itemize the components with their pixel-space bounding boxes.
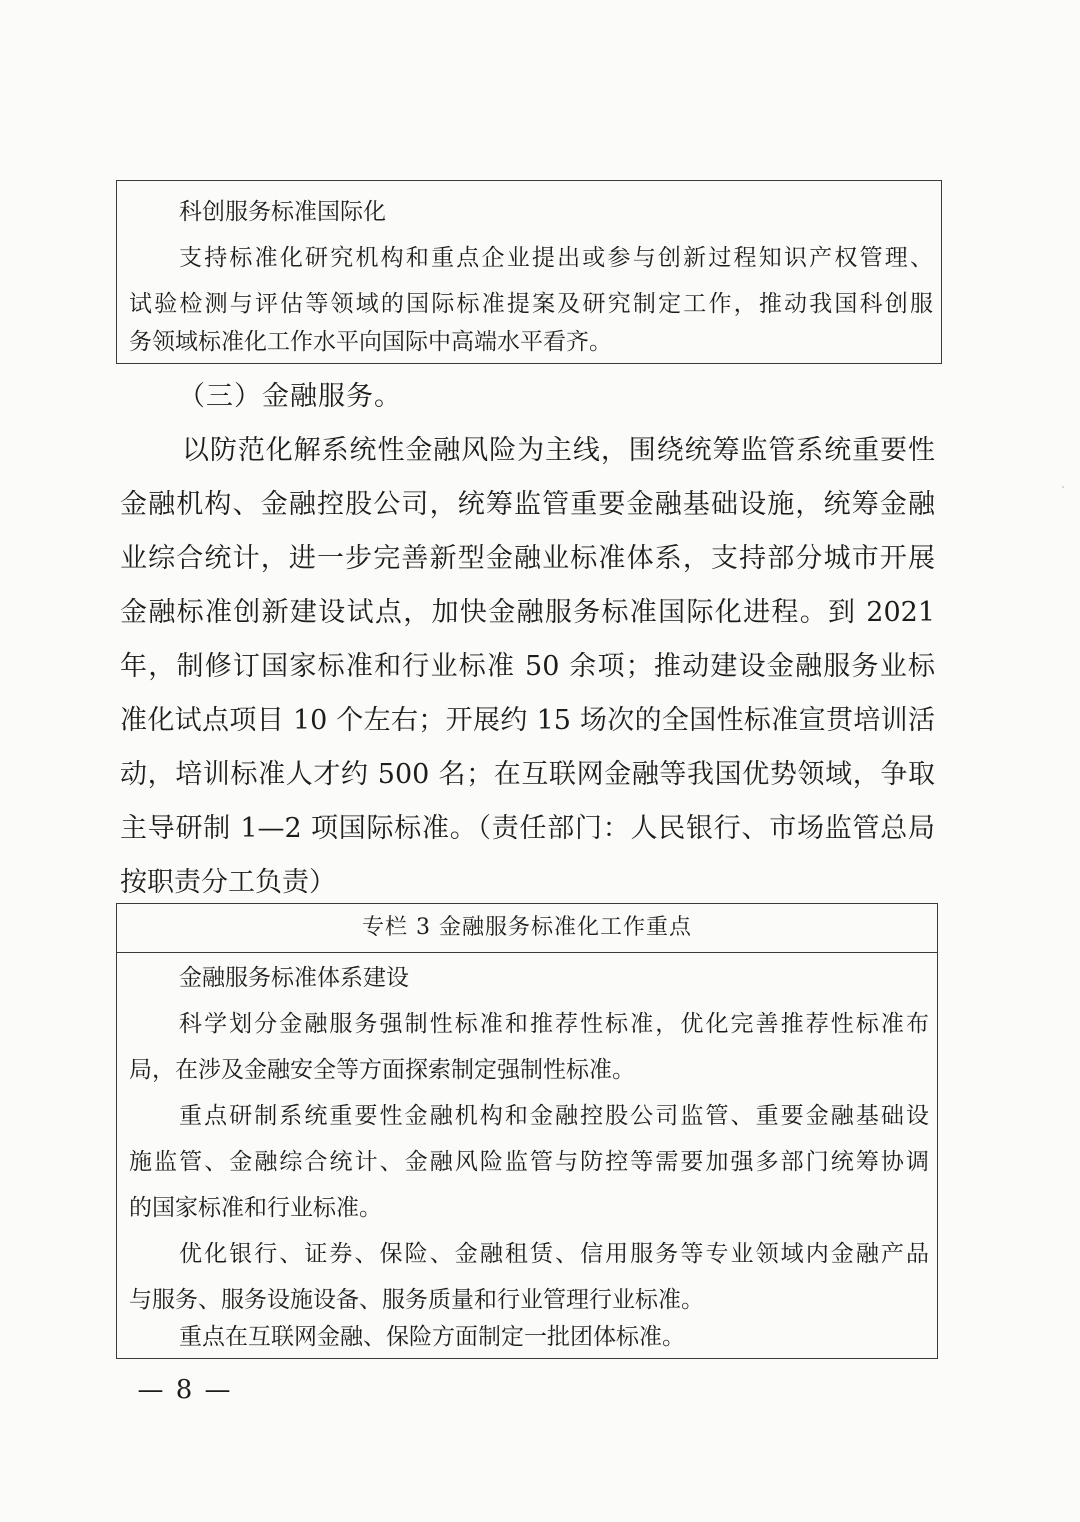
box-line: 试验检测与评估等领域的国际标准提案及研究制定工作，推动我国科创服 [129,291,933,317]
page-number: — 8 — [137,1375,233,1405]
paragraph-line: 按职责分工负责） [120,867,336,898]
paragraph-line: 金融标准创新建设试点，加快金融服务标准国际化进程。到 2021 [120,597,935,628]
sci-tech-service-box [116,180,942,364]
box-line: 重点在互联网金融、保险方面制定一批团体标准。 [179,1324,685,1350]
box-line: 与服务、服务设施设备、服务质量和行业管理行业标准。 [129,1287,704,1313]
box-line: 科学划分金融服务强制性标准和推荐性标准，优化完善推荐性标准布 [179,1011,929,1037]
box-line: 支持标准化研究机构和重点企业提出或参与创新过程知识产权管理、 [179,245,933,271]
paragraph-line: 以防范化解系统性金融风险为主线，围绕统筹监管系统重要性 [182,435,935,466]
section-heading: （三）金融服务。 [178,381,402,412]
box-subheading: 科创服务标准国际化 [179,199,386,225]
paragraph-line: 准化试点项目 10 个左右；开展约 15 场次的全国性标准宣贯培训活 [120,705,935,736]
paragraph-line: 金融机构、金融控股公司，统筹监管重要金融基础设施，统筹金融 [120,489,935,520]
paragraph-line: 年，制修订国家标准和行业标准 50 余项；推动建设金融服务业标 [120,651,935,682]
box-line: 的国家标准和行业标准。 [129,1195,382,1221]
box-line: 施监管、金融综合统计、金融风险监管与防控等需要加强多部门统筹协调 [129,1149,929,1175]
scan-speck [1062,486,1064,488]
paragraph-line: 业综合统计，进一步完善新型金融业标准体系，支持部分城市开展 [120,543,935,574]
paragraph-line: 动，培训标准人才约 500 名；在互联网金融等我国优势领域，争取 [120,759,935,790]
column-title: 专栏 3 金融服务标准化工作重点 [117,904,937,953]
box-line: 重点研制系统重要性金融机构和金融控股公司监管、重要金融基础设 [179,1103,929,1129]
box-line: 务领域标准化工作水平向国际中高端水平看齐。 [129,329,612,355]
box-line: 优化银行、证券、保险、金融租赁、信用服务等专业领域内金融产品 [179,1241,929,1267]
column-3-box [116,903,938,1359]
box-line: 局，在涉及金融安全等方面探索制定强制性标准。 [129,1057,635,1083]
box-subheading: 金融服务标准体系建设 [179,965,409,991]
paragraph-line: 主导研制 1—2 项国际标准。（责任部门：人民银行、市场监管总局 [120,813,935,844]
